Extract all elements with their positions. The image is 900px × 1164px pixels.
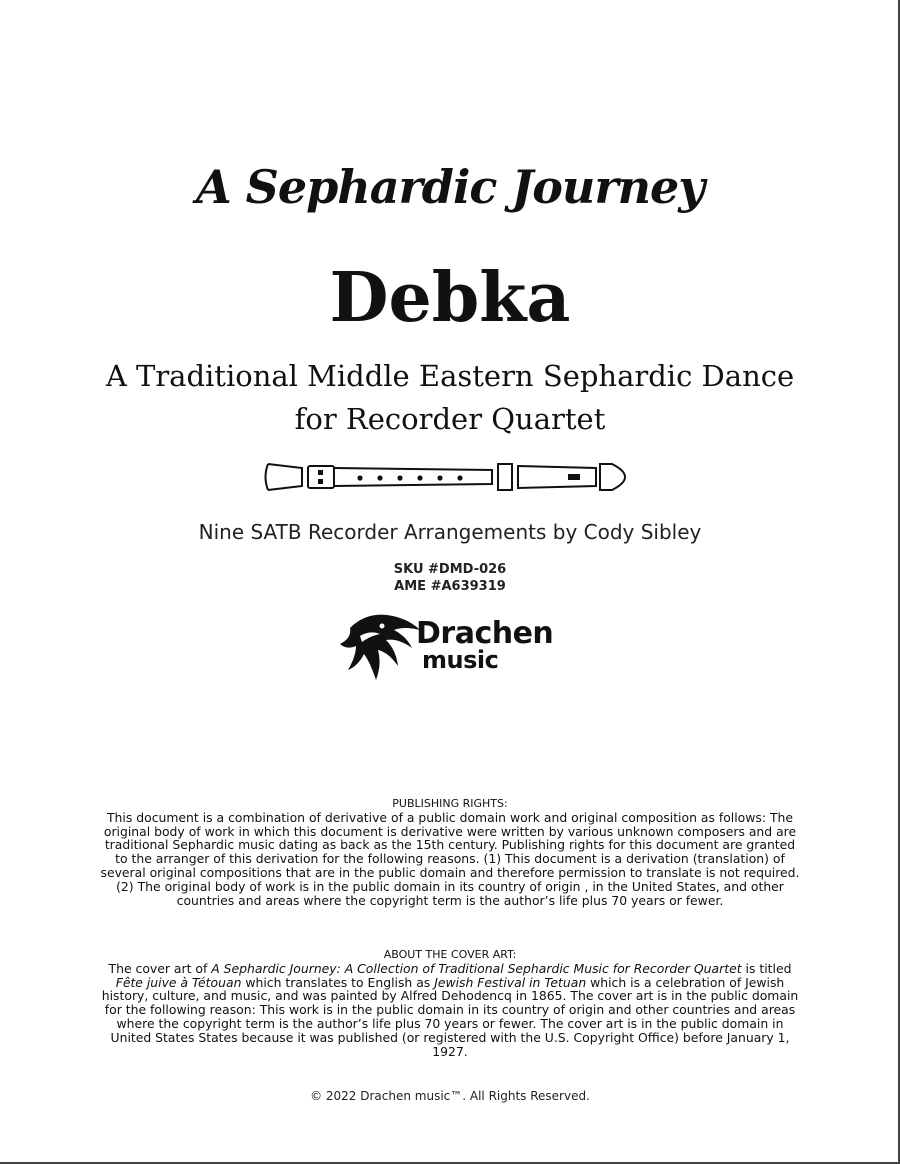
logo-word-music: music xyxy=(422,646,499,674)
dragon-head-icon xyxy=(340,608,420,688)
subtitle-line-2: for Recorder Quartet xyxy=(294,402,606,436)
cover-art-heading: ABOUT THE COVER ART: xyxy=(383,948,517,961)
cover-art-section xyxy=(100,948,800,1058)
cover-art-text-2: is titled xyxy=(741,960,792,976)
arranger-credit: Nine SATB Recorder Arrangements by Cody Sibley xyxy=(198,520,702,544)
recorder-instrument-icon xyxy=(262,458,638,496)
cover-art-text-1: The cover art of xyxy=(108,960,212,976)
subtitle-line-1: A Traditional Middle Eastern Sephardic Dance xyxy=(105,359,795,393)
copyright-notice: © 2022 Drachen music™. All Rights Reserved. xyxy=(310,1089,590,1103)
collection-title: A Sephardic Journey: A Collection of Traditional Sephardic Music for Recorder Quartet xyxy=(211,960,742,976)
drachen-music-logo xyxy=(340,608,560,688)
series-title: A Sephardic Journey xyxy=(195,160,705,214)
painting-title: Fête juive à Tétouan xyxy=(115,974,242,990)
publishing-rights-section xyxy=(100,797,800,907)
logo-word-drachen: Drachen xyxy=(416,616,554,651)
cover-art-text-3: which translates to English as xyxy=(241,974,435,990)
subtitle xyxy=(0,355,900,441)
publishing-rights-text: This document is a combination of derivative of a public domain work and original composition as follows: The original body of work in which this document is derivative were written by various unknown composers and are traditional Sephardic music dating as back as the 15th century. Publishing rights for this document are granted to the arranger of this derivation for the following reasons. (1) This document is a derivation (translation) of several original compositions that are in the public domain and therefore permission to translate is not required. (2) The original body of work is in the public domain in its country of origin , in the United States, and other countries and areas where the copyright term is the author’s life plus 70 years or fewer. xyxy=(100,809,800,908)
catalog-numbers xyxy=(0,561,900,595)
painting-english-title: Jewish Festival in Tetuan xyxy=(434,974,587,990)
piece-title: Debka xyxy=(329,258,571,338)
cover-art-text-4: which is a celebration of Jewish history, culture, and music, and was painted by Alfred Dehodencq in 1865. The cover art is in the public domain for the following reason: This work is in the public domain in its country of origin and other countries and areas where the copyright term is the author’s life plus 70 years or fewer. The cover art is in the public domain in United States States because it was published (or registered with the U.S. Copyright Office) before January 1, 1927. xyxy=(101,974,799,1059)
sku-number: SKU #DMD-026 xyxy=(393,562,507,577)
publishing-rights-heading: PUBLISHING RIGHTS: xyxy=(392,797,508,810)
ame-number: AME #A639319 xyxy=(394,579,506,594)
